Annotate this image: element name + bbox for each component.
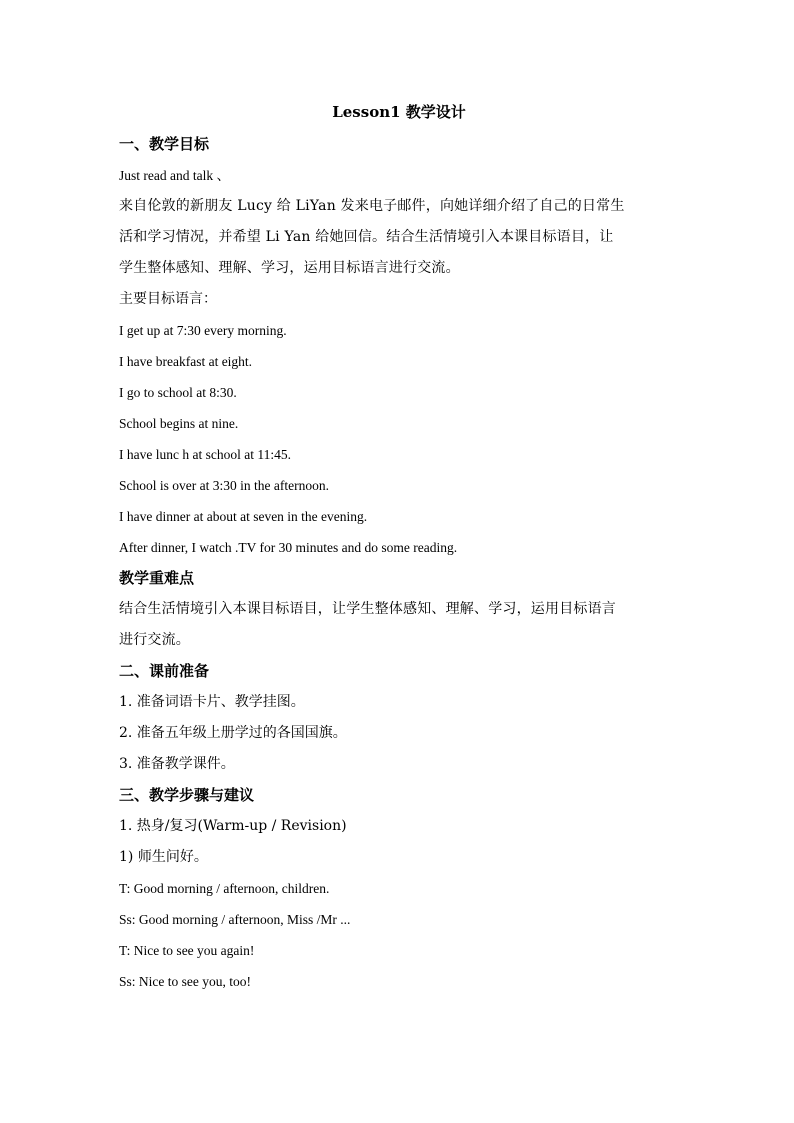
target-sentence: After dinner, I watch .TV for 30 minutes and do some reading. <box>119 540 458 555</box>
difficulty-line: 结合生活情境引入本课目标语目，让学生整体感知、理解、学习，运用目标语言 <box>119 601 616 617</box>
preparation-item: 2. 准备五年级上册学过的各国国旗。 <box>119 725 347 741</box>
intro-line: 来自伦敦的新朋友 Lucy 给 LiYan 发来电子邮件，向她详细介绍了自己的日常生 <box>119 198 625 214</box>
section-heading-objectives: 一、教学目标 <box>119 135 210 153</box>
preparation-item: 3. 准备教学课件。 <box>119 756 235 772</box>
lesson-subtitle: Just read and talk 、 <box>119 168 230 183</box>
target-language-label: 主要目标语言： <box>119 291 217 307</box>
difficulty-paragraph <box>119 594 679 656</box>
target-sentence: School begins at nine. <box>119 416 239 431</box>
dialogue-line: Ss: Nice to see you, too! <box>119 974 251 989</box>
intro-line: 学生整体感知、理解、学习，运用目标语言进行交流。 <box>119 260 460 276</box>
difficulty-line: 进行交流。 <box>119 632 190 648</box>
intro-paragraph <box>119 191 679 284</box>
target-sentence: I have lunc h at school at 11:45. <box>119 447 291 462</box>
dialogue-line: Ss: Good morning / afternoon, Miss /Mr ... <box>119 912 351 927</box>
document-page <box>119 98 679 997</box>
intro-line: 活和学习情况，并希望 Li Yan 给她回信。结合生活情境引入本课目标语目，让 <box>119 229 614 245</box>
target-sentence: I have breakfast at eight. <box>119 354 253 369</box>
section-heading-steps: 三、教学步骤与建议 <box>119 786 255 804</box>
dialogue-line: T: Nice to see you again! <box>119 943 255 958</box>
target-sentence: School is over at 3:30 in the afternoon. <box>119 478 329 493</box>
step-subitem: 1) 师生问好。 <box>119 849 208 865</box>
preparation-item: 1. 准备词语卡片、教学挂图。 <box>119 694 305 710</box>
target-sentence: I get up at 7:30 every morning. <box>119 323 287 338</box>
document-title: Lesson1 教学设计 <box>332 103 466 121</box>
target-sentence: I go to school at 8:30. <box>119 385 237 400</box>
section-heading-difficulty: 教学重难点 <box>119 569 195 587</box>
dialogue-line: T: Good morning / afternoon, children. <box>119 881 330 896</box>
section-heading-preparation: 二、课前准备 <box>119 662 210 680</box>
step-heading: 1. 热身/复习(Warm-up / Revision) <box>119 818 347 834</box>
target-sentence: I have dinner at about at seven in the evening. <box>119 509 368 524</box>
